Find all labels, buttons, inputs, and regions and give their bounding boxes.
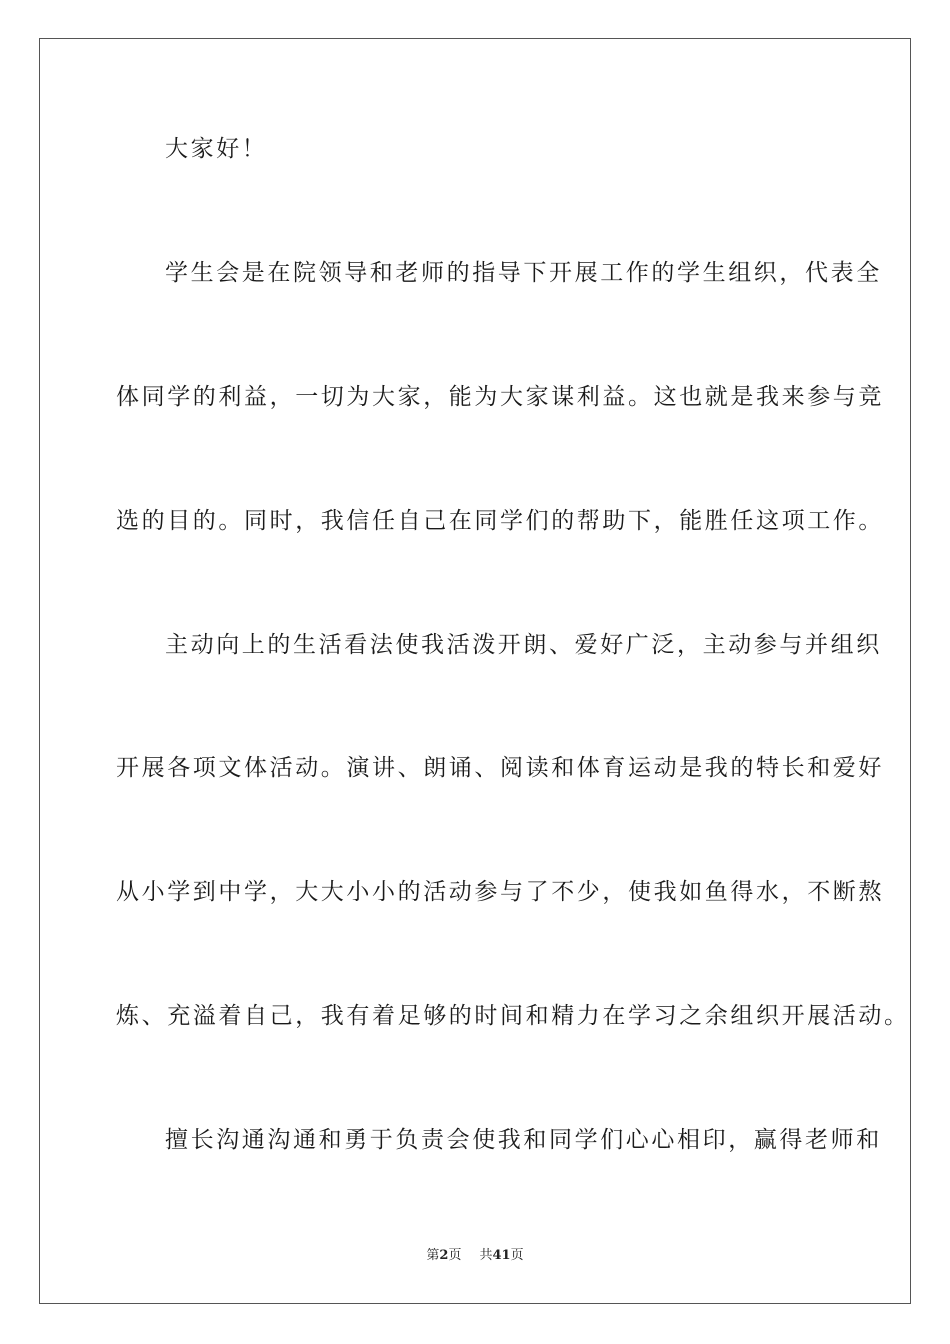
total-prefix: 共 <box>479 1248 493 1263</box>
paragraph-line: 体同学的利益，一切为大家，能为大家谋利益。这也就是我来参与竞 <box>116 384 884 410</box>
paragraph-line: 选的目的。同时，我信任自己在同学们的帮助下，能胜任这项工作。 <box>116 508 884 534</box>
paragraph-line: 从小学到中学，大大小小的活动参与了不少，使我如鱼得水，不断熬 <box>116 879 884 905</box>
paragraph-line: 学生会是在院领导和老师的指导下开展工作的学生组织，代表全 <box>165 260 882 286</box>
total-suffix: 页 <box>510 1248 524 1263</box>
paragraph-line: 开展各项文体活动。演讲、朗诵、阅读和体育运动是我的特长和爱好 <box>116 755 884 781</box>
page-frame <box>39 38 911 1304</box>
greeting-line: 大家好！ <box>165 136 268 162</box>
page-footer <box>0 1247 950 1265</box>
paragraph-line: 擅长沟通沟通和勇于负责会使我和同学们心心相印，赢得老师和 <box>165 1127 882 1153</box>
page-prefix: 第 <box>426 1248 440 1263</box>
page-number: 2 <box>439 1248 449 1263</box>
page-suffix: 页 <box>448 1248 462 1263</box>
paragraph-line: 炼、充溢着自己，我有着足够的时间和精力在学习之余组织开展活动。 <box>116 1003 910 1029</box>
total-pages: 41 <box>492 1248 511 1263</box>
paragraph-line: 主动向上的生活看法使我活泼开朗、爱好广泛，主动参与并组织 <box>165 632 882 658</box>
